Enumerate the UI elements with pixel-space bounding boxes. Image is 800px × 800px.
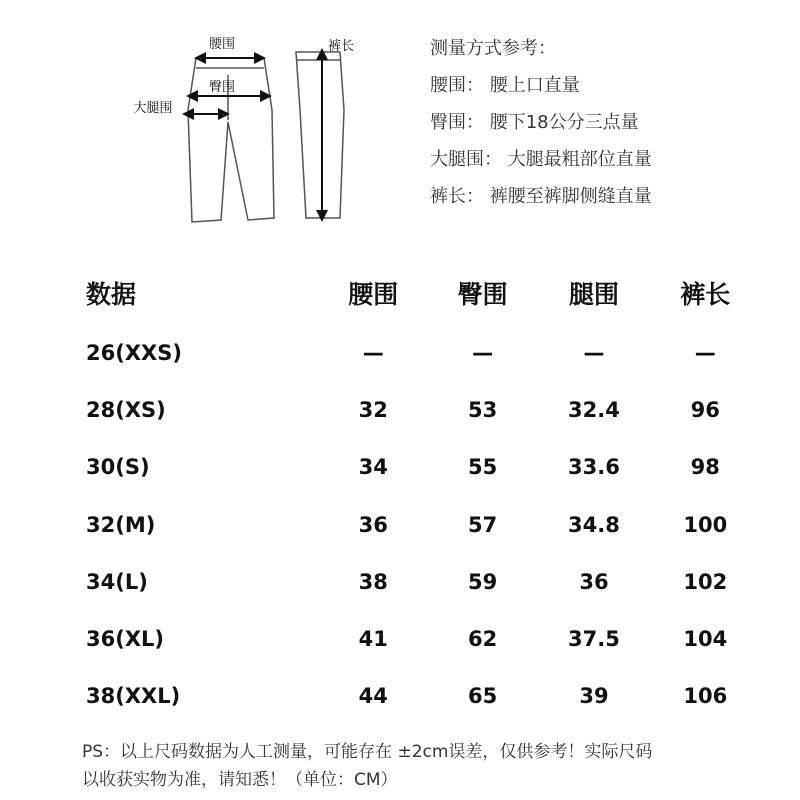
cell-waist: 32 (358, 397, 388, 422)
cell-length: 96 (690, 397, 720, 422)
hip-label: 臀围 (208, 80, 236, 95)
cell-thigh: 34.8 (568, 512, 620, 537)
note-item-length: 裤长： 裤腰至裤脚侧缝直量 (430, 186, 652, 207)
note-item-hip: 臀围： 腰下18公分三点量 (430, 112, 639, 133)
cell-hip: 57 (468, 512, 498, 537)
cell-length: 106 (683, 684, 728, 709)
note-item-waist: 腰围： 腰上口直量 (430, 75, 580, 96)
cell-length: — (694, 340, 716, 365)
table-row (60, 496, 760, 553)
cell-size: 34(L) (86, 569, 148, 594)
cell-hip: 62 (468, 627, 498, 652)
cell-waist: 41 (358, 627, 388, 652)
notes-title: 测量方式参考： (430, 38, 556, 59)
table-header-row (60, 262, 760, 324)
header-hip: 臀围 (457, 280, 508, 309)
footnote-line-2: 以收获实物为准，请知悉！（单位：CM） (82, 770, 398, 790)
cell-hip: 65 (468, 684, 498, 709)
header-size: 数据 (86, 280, 137, 309)
note-item-thigh: 大腿围： 大腿最粗部位直量 (430, 149, 652, 170)
cell-length: 100 (683, 512, 728, 537)
cell-waist: — (362, 340, 384, 365)
size-table (60, 262, 760, 725)
table-row (60, 553, 760, 610)
cell-waist: 38 (358, 569, 388, 594)
cell-size: 30(S) (86, 455, 150, 480)
pants-measurement-diagram (0, 0, 420, 240)
cell-thigh: 32.4 (568, 397, 620, 422)
cell-waist: 34 (358, 455, 388, 480)
cell-size: 36(XL) (86, 627, 164, 652)
cell-length: 98 (690, 455, 720, 480)
table-row (60, 610, 760, 667)
cell-length: 102 (683, 569, 728, 594)
thigh-label: 大腿围 (133, 101, 173, 116)
cell-size: 32(M) (86, 512, 156, 537)
cell-waist: 36 (358, 512, 388, 537)
cell-thigh: — (583, 340, 605, 365)
waist-label: 腰围 (208, 37, 236, 52)
cell-hip: — (472, 340, 494, 365)
cell-thigh: 36 (579, 569, 609, 594)
header-waist: 腰围 (348, 280, 399, 309)
footnote (82, 738, 782, 794)
length-label: 裤长 (327, 39, 355, 54)
table-row (60, 324, 760, 381)
cell-thigh: 39 (579, 684, 609, 709)
table-row (60, 439, 760, 496)
cell-size: 26(XXS) (86, 340, 182, 365)
cell-length: 104 (683, 627, 728, 652)
footnote-line-1: PS：以上尺码数据为人工测量，可能存在 ±2cm误差，仅供参考！实际尺码 (82, 742, 653, 762)
side-pants-illustration (296, 52, 344, 218)
cell-thigh: 37.5 (568, 627, 620, 652)
cell-hip: 53 (468, 397, 498, 422)
cell-hip: 59 (468, 569, 498, 594)
table-row (60, 381, 760, 438)
cell-hip: 55 (468, 455, 498, 480)
header-length: 裤长 (680, 280, 731, 309)
cell-size: 28(XS) (86, 397, 166, 422)
cell-size: 38(XXL) (86, 684, 181, 709)
cell-waist: 44 (358, 684, 388, 709)
header-thigh: 腿围 (568, 280, 619, 309)
measurement-notes (430, 30, 790, 215)
table-row (60, 668, 760, 725)
cell-thigh: 33.6 (568, 455, 620, 480)
